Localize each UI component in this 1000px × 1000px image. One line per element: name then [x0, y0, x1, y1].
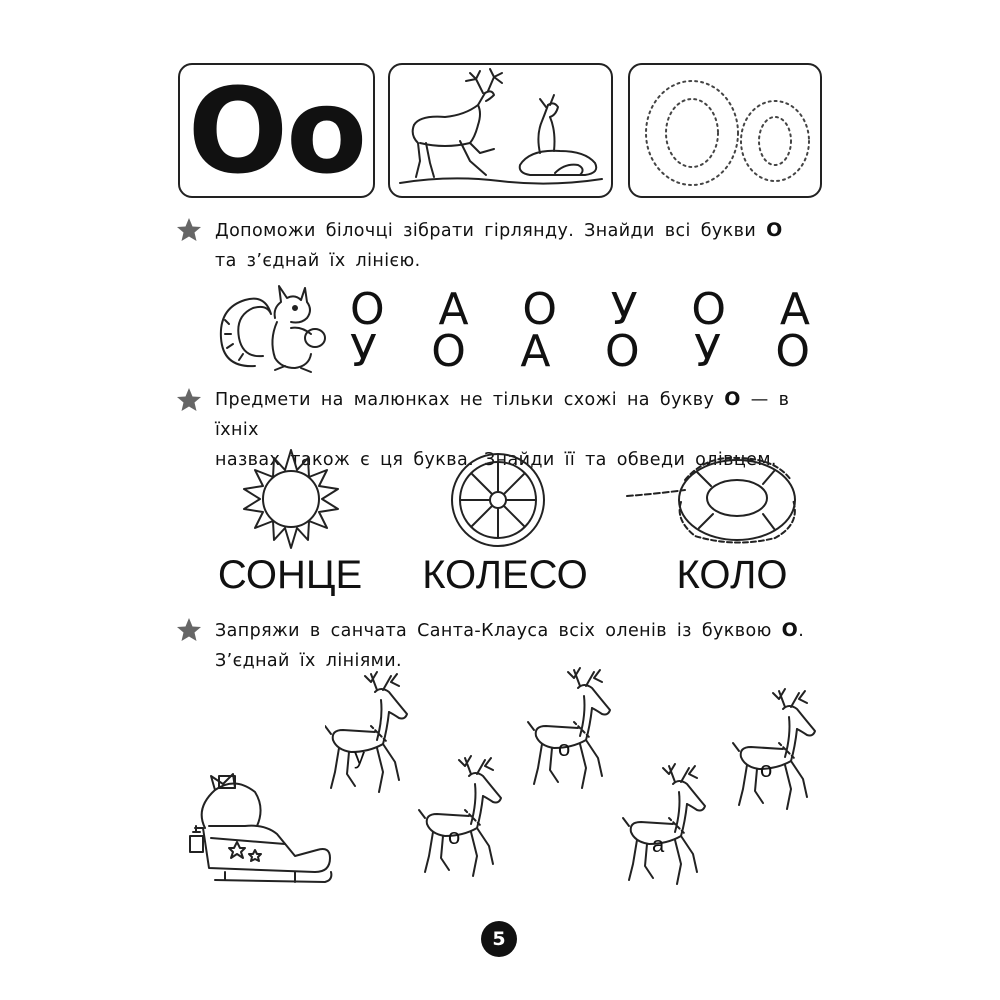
reindeer-icon: [325, 668, 415, 808]
squirrel-icon: [215, 278, 335, 378]
sleigh-icon: [185, 768, 335, 898]
word-circle: КОЛО: [676, 553, 788, 597]
task-1-text: [215, 215, 825, 276]
deer-icon: [390, 65, 613, 198]
grid-letter: У: [610, 284, 638, 335]
word-sun: СОНЦЕ: [217, 553, 363, 597]
task-3-text: [215, 615, 825, 676]
reindeer-5[interactable]: [732, 685, 824, 825]
sun-icon: [236, 444, 346, 554]
reindeer-icon: [418, 752, 510, 892]
word-wheel: КОЛЕСО: [422, 553, 588, 597]
task-2-line-1a: Предмети на малюнках не тільки схожі на букву: [215, 390, 715, 410]
reindeer-icon: [732, 685, 824, 825]
task-3-line-2: З’єднай їх лініями.: [215, 651, 402, 671]
reindeer-4[interactable]: [622, 760, 714, 900]
grid-letter: А: [520, 326, 551, 377]
reindeer-1[interactable]: [325, 668, 415, 808]
grid-letter: О: [431, 326, 466, 377]
page-number: 5: [481, 921, 517, 957]
reindeer-letter: о: [558, 736, 571, 761]
reindeer-letter: а: [652, 832, 665, 857]
task-3-line-1b: .: [798, 621, 805, 641]
grid-letter: О: [350, 284, 385, 335]
wheel-icon: [448, 450, 548, 550]
reindeer-letter: о: [448, 824, 461, 849]
task-1-bold-letter: О: [766, 219, 783, 241]
grid-letter: О: [775, 326, 810, 377]
task-3-line-1a: Запряжи в санчата Санта-Клауса всіх оленів із буквою: [215, 621, 772, 641]
star-icon: [176, 387, 202, 413]
letter-row-2: [350, 326, 810, 377]
reindeer-letter: о: [760, 757, 773, 782]
grid-letter: О: [691, 284, 727, 335]
task-2-line-2: назвах також є ця буква. Знайди її та обведи олівцем.: [215, 450, 777, 470]
task-3-bold-letter: О: [781, 619, 799, 641]
task-2-bold-letter: О: [724, 388, 741, 410]
task-1-line-2: та з’єднай їх лінією.: [215, 251, 421, 271]
big-letter-box: [178, 63, 375, 198]
grid-letter: А: [779, 284, 810, 335]
trace-letter: [630, 65, 822, 198]
grid-letter: О: [522, 284, 557, 335]
star-icon: [176, 617, 202, 643]
star-icon: [176, 217, 202, 243]
reindeer-3[interactable]: [527, 664, 619, 804]
deer-picture-box: [388, 63, 613, 198]
grid-letter: О: [604, 326, 640, 377]
reindeer-letter: у: [354, 744, 365, 769]
reindeer-2[interactable]: [418, 752, 510, 892]
reindeer-icon: [527, 664, 619, 804]
big-letter: Oo: [187, 63, 366, 198]
grid-letter: У: [350, 326, 377, 377]
reindeer-icon: [622, 760, 714, 900]
task-2-line-1b: — в їхніх: [215, 390, 790, 440]
letter-row-1: [350, 284, 810, 335]
grid-letter: У: [694, 326, 721, 377]
trace-letter-box: [628, 63, 822, 198]
lifebuoy-icon: [625, 450, 805, 550]
grid-letter: А: [438, 284, 469, 335]
task-1-line-1: Допоможи білочці зібрати гірлянду. Знайди всі букви: [215, 221, 757, 241]
